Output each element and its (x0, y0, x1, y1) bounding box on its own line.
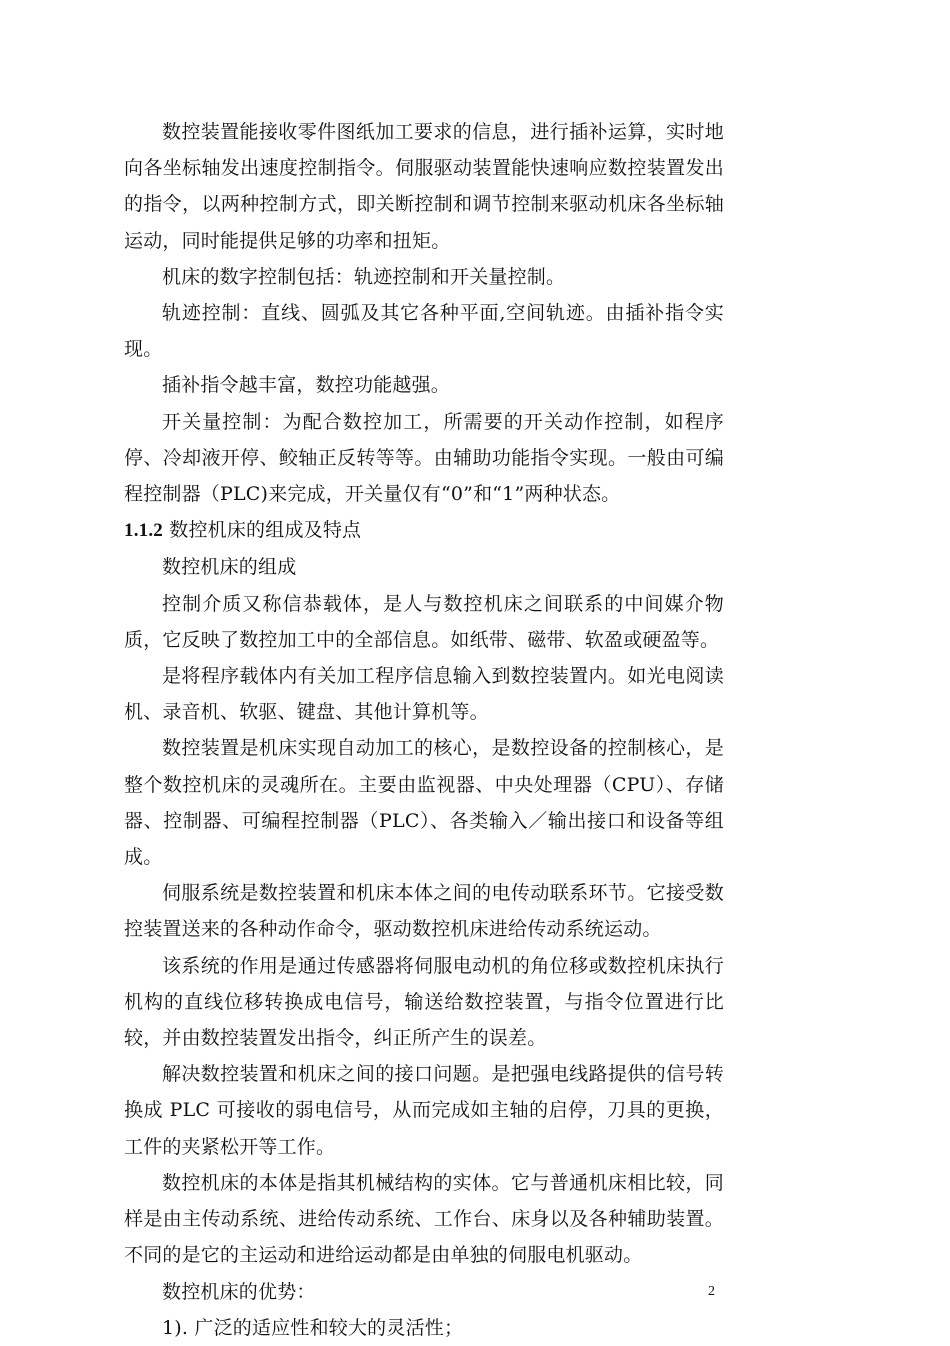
paragraph: 开关量控制：为配合数控加工，所需要的开关动作控制，如程序停、冷却液开停、鲛轴正反转等等。由辅助功能指令实现。一般由可编程控制器（PLC)来完成，开关量仅有“0”和“1”两种状态。 (124, 410, 724, 506)
document-body (124, 114, 724, 1346)
paragraph: 该系统的作用是通过传感器将伺服电动机的角位移或数控机床执行机构的直线位移转换成电信号，输送给数控装置，与指令位置进行比较，并由数控装置发出指令，纠正所产生的误差。 (124, 954, 724, 1050)
paragraph: 轨迹控制：直线、圆弧及其它各种平面,空间轨迹。由插补指令实现。 (124, 302, 724, 361)
section-title: 数控机床的组成及特点 (163, 519, 362, 542)
list-item: 1). 广泛的适应性和较大的灵活性； (162, 1316, 464, 1339)
paragraph: 控制介质又称信恭载体，是人与数控机床之间联系的中间媒介物质，它反映了数控加工中的全部信息。如纸带、磁带、软盈或硬盈等。 (124, 592, 724, 651)
paragraph: 伺服系统是数控装置和机床本体之间的电传动联系环节。它接受数控装置送来的各种动作命令，驱动数控机床进给传动系统运动。 (124, 882, 724, 941)
section-heading (124, 512, 724, 549)
paragraph: 数控机床的本体是指其机械结构的实体。它与普通机床相比较，同样是由主传动系统、进给传动系统、工作台、床身以及各种辅助装置。不同的是它的主运动和进给运动都是由单独的伺服电机驱动。 (124, 1171, 724, 1267)
paragraph: 数控装置能接收零件图纸加工要求的信息，进行插补运算，实时地向各坐标轴发出速度控制指令。伺服驱动装置能快速响应数控装置发出的指令，以两种控制方式，即关断控制和调节控制来驱动机床各坐标轴运动，同时能提供足够的功率和扭矩。 (124, 121, 724, 252)
paragraph: 是将程序载体内有关加工程序信息输入到数控装置内。如光电阅读机、录音机、软驱、键盘、其他计算机等。 (124, 665, 724, 724)
paragraph: 机床的数字控制包括：轨迹控制和开关量控制。 (162, 265, 566, 288)
paragraph: 数控机床的优势： (162, 1280, 316, 1303)
paragraph: 插补指令越丰富，数控功能越强。 (162, 374, 451, 397)
paragraph: 数控机床的组成 (162, 556, 297, 579)
section-number: 1.1.2 (124, 520, 163, 542)
page-number: 2 (708, 1284, 715, 1299)
paragraph: 数控装置是机床实现自动加工的核心，是数控设备的控制核心，是整个数控机床的灵魂所在。主要由监视器、中央处理器（CPU）、存储器、控制器、可编程控制器（PLC）、各类输入／输出接口和设备等组成。 (124, 737, 724, 869)
paragraph: 解决数控装置和机床之间的接口问题。是把强电线路提供的信号转换成 PLC 可接收的弱电信号，从而完成如主轴的启停，刀具的更换，工件的夹紧松开等工作。 (124, 1063, 724, 1158)
